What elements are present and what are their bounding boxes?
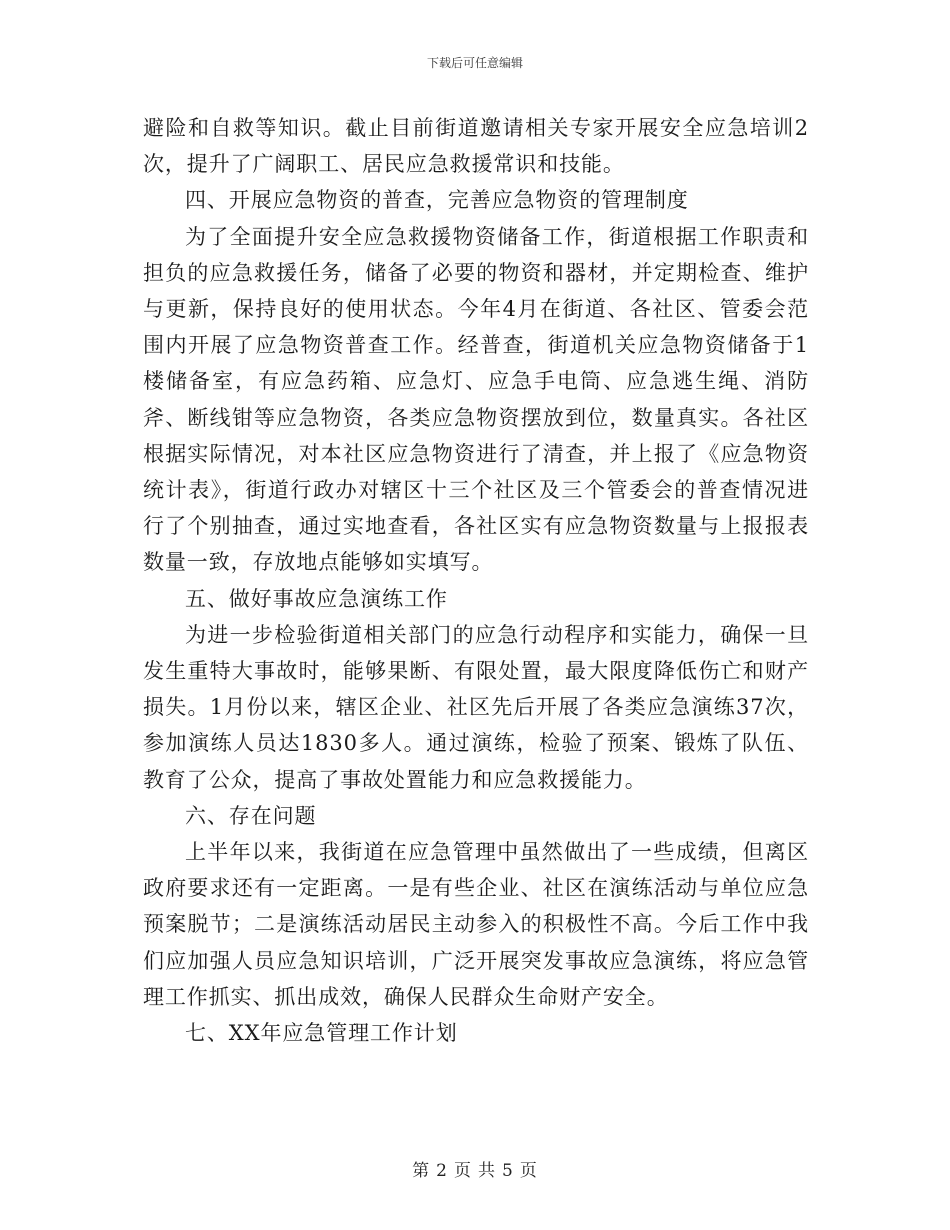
footer-total-pages: 5 bbox=[502, 1161, 514, 1181]
paragraph-problems: 上半年以来，我街道在应急管理中虽然做出了一些成绩，但离区政府要求还有一定距离。一是有些企业、社区在演练活动与单位应急预案脱节；二是演练活动居民主动参入的积极性不高。今后工作中我们应加强人员应急知识培训，广泛开展突发事故应急演练，将应急管理工作抓实、抓出成效，确保人民群众生命财产安全。 bbox=[143, 840, 809, 1009]
footer-middle: 页 bbox=[454, 1161, 472, 1181]
footer-suffix: 页 bbox=[519, 1161, 538, 1181]
paragraph-continuation: 避险和自救等知识。截止目前街道邀请相关专家开展安全应急培训2次，提升了广阔职工、居民应急救援常识和技能。 bbox=[143, 116, 809, 177]
section-heading-6: 六、存在问题 bbox=[185, 803, 317, 828]
document-body bbox=[143, 110, 809, 1051]
section-heading-5: 五、做好事故应急演练工作 bbox=[185, 586, 448, 611]
section-heading-7: 七、XX年应急管理工作计划 bbox=[185, 1021, 458, 1046]
footer-total-prefix: 共 bbox=[478, 1161, 496, 1181]
footer-current-page: 2 bbox=[436, 1161, 448, 1181]
section-heading-4: 四、开展应急物资的普查，完善应急物资的管理制度 bbox=[185, 188, 689, 213]
page-footer bbox=[0, 1156, 950, 1181]
page-header: 下载后可任意编辑 bbox=[426, 56, 523, 70]
paragraph-materials: 为了全面提升安全应急救援物资储备工作，街道根据工作职责和担负的应急救援任务，储备了必要的物资和器材，并定期检查、维护与更新，保持良好的使用状态。今年4月在街道、各社区、管委会范围内开展了应急物资普查工作。经普查，街道机关应急物资储备于1楼储备室，有应急药箱、应急灯、应急手电筒、应急逃生绳、消防斧、断线钳等应急物资，各类应急物资摆放到位，数量真实。各社区根据实际情况，对本社区应急物资进行了清查，并上报了《应急物资统计表》，街道行政办对辖区十三个社区及三个管委会的普查情况进行了个别抽查，通过实地查看，各社区实有应急物资数量与上报报表数量一致，存放地点能够如实填写。 bbox=[143, 224, 809, 575]
paragraph-drills: 为进一步检验街道相关部门的应急行动程序和实能力，确保一旦发生重特大事故时，能够果断、有限处置，最大限度降低伤亡和财产损失。1月份以来，辖区企业、社区先后开展了各类应急演练37次，参加演练人员达1830多人。通过演练，检验了预案、锻炼了队伍、教育了公众，提高了事故处置能力和应急救援能力。 bbox=[143, 622, 809, 792]
footer-prefix: 第 bbox=[412, 1161, 431, 1181]
